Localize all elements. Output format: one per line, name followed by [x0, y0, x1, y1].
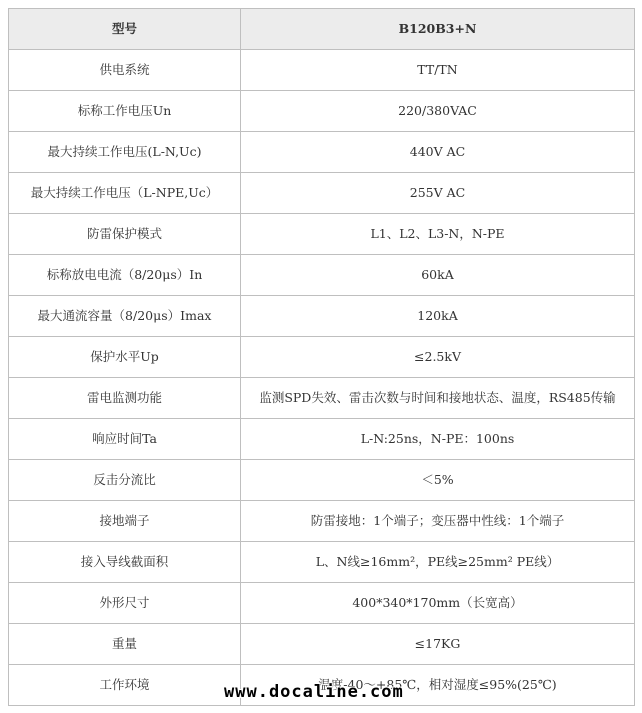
- param-cell: 供电系统: [9, 50, 241, 91]
- param-cell: 标称放电电流（8/20μs）In: [9, 255, 241, 296]
- table-row: [9, 337, 635, 378]
- param-cell: 雷电监测功能: [9, 378, 241, 419]
- table-row: [9, 132, 635, 173]
- header-value-cell: B120B3+N: [241, 9, 635, 50]
- table-row: [9, 255, 635, 296]
- table-row: [9, 214, 635, 255]
- param-cell: 外形尺寸: [9, 583, 241, 624]
- spec-table: [8, 8, 635, 706]
- table-row: [9, 542, 635, 583]
- table-row: [9, 501, 635, 542]
- param-cell: 防雷保护模式: [9, 214, 241, 255]
- value-cell: 监测SPD失效、雷击次数与时间和接地状态、温度，RS485传输: [241, 378, 635, 419]
- param-cell: 接地端子: [9, 501, 241, 542]
- value-cell: 防雷接地：1个端子；变压器中性线：1个端子: [241, 501, 635, 542]
- table-row: [9, 624, 635, 665]
- value-cell: 60kA: [241, 255, 635, 296]
- param-cell: 保护水平Up: [9, 337, 241, 378]
- table-header-row: [9, 9, 635, 50]
- table-row: [9, 460, 635, 501]
- param-cell: 标称工作电压Un: [9, 91, 241, 132]
- param-cell: 最大持续工作电压(L-N,Uc): [9, 132, 241, 173]
- value-cell: ＜5%: [241, 460, 635, 501]
- table-row: [9, 378, 635, 419]
- table-row: [9, 50, 635, 91]
- table-row: [9, 91, 635, 132]
- param-cell: 重量: [9, 624, 241, 665]
- value-cell: 440V AC: [241, 132, 635, 173]
- value-cell: L-N:25ns，N-PE：100ns: [241, 419, 635, 460]
- param-cell: 反击分流比: [9, 460, 241, 501]
- param-cell: 响应时间Ta: [9, 419, 241, 460]
- table-row: [9, 419, 635, 460]
- value-cell: 255V AC: [241, 173, 635, 214]
- watermark: www.docaline.com: [224, 682, 404, 702]
- header-param-cell: 型号: [9, 9, 241, 50]
- value-cell: L、N线≥16mm²，PE线≥25mm² PE线）: [241, 542, 635, 583]
- value-cell: 220/380VAC: [241, 91, 635, 132]
- param-cell: 工作环境: [9, 665, 241, 706]
- param-cell: 接入导线截面积: [9, 542, 241, 583]
- param-cell: 最大通流容量（8/20μs）Imax: [9, 296, 241, 337]
- value-cell: 120kA: [241, 296, 635, 337]
- table-row: [9, 583, 635, 624]
- value-cell: L1、L2、L3-N，N-PE: [241, 214, 635, 255]
- value-cell: TT/TN: [241, 50, 635, 91]
- value-cell: 温度-40～+85℃，相对湿度≤95%(25℃): [241, 665, 635, 706]
- table-row: [9, 173, 635, 214]
- value-cell: ≤17KG: [241, 624, 635, 665]
- param-cell: 最大持续工作电压（L-NPE,Uc）: [9, 173, 241, 214]
- value-cell: 400*340*170mm（长宽高）: [241, 583, 635, 624]
- table-row: [9, 296, 635, 337]
- value-cell: ≤2.5kV: [241, 337, 635, 378]
